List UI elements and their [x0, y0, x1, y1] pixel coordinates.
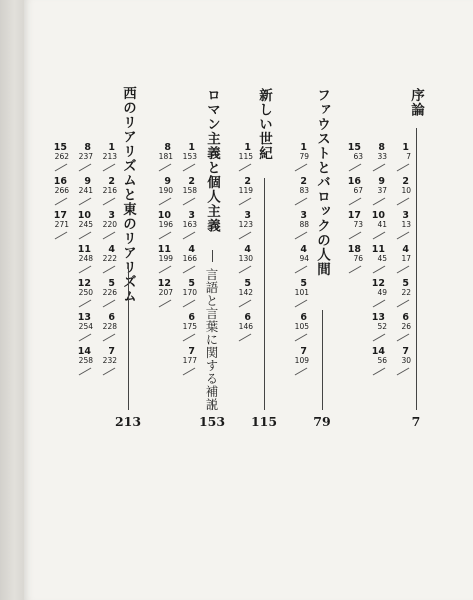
toc-entry-title: 新しい世紀 — [256, 88, 272, 161]
section-number: 1 — [188, 142, 195, 153]
toc-entry-page-number: 213 — [114, 414, 142, 429]
section-number: 12 — [371, 278, 385, 289]
section-ref — [48, 143, 72, 175]
section-number: 3 — [108, 210, 115, 221]
section-page: 67 — [353, 186, 363, 195]
section-number: 11 — [157, 244, 171, 255]
section-page: 79 — [299, 152, 309, 161]
slash-separator — [349, 164, 362, 172]
slash-separator — [373, 368, 386, 376]
leader-line — [322, 310, 323, 410]
section-page: 109 — [294, 356, 309, 365]
slash-separator — [295, 300, 308, 308]
slash-separator — [103, 300, 116, 308]
slash-separator — [397, 266, 410, 274]
section-ref — [232, 177, 256, 209]
previous-page-edge — [0, 0, 24, 600]
section-ref — [342, 245, 366, 277]
section-number: 14 — [77, 346, 91, 357]
section-number: 5 — [108, 278, 115, 289]
section-page: 45 — [377, 254, 387, 263]
section-number: 5 — [402, 278, 409, 289]
section-ref — [152, 211, 176, 243]
section-page: 262 — [54, 152, 69, 161]
section-number: 1 — [244, 142, 251, 153]
section-number: 2 — [402, 176, 409, 187]
slash-separator — [295, 164, 308, 172]
section-number: 13 — [77, 312, 91, 323]
section-page: 245 — [78, 220, 93, 229]
section-page: 207 — [158, 288, 173, 297]
section-ref — [288, 143, 312, 175]
section-page: 13 — [401, 220, 411, 229]
section-page: 237 — [78, 152, 93, 161]
toc-entry-subtitle: 言語と言葉に関する補説 — [204, 268, 219, 411]
section-ref — [96, 279, 120, 311]
section-ref — [342, 211, 366, 243]
section-page: 7 — [406, 152, 411, 161]
section-page: 222 — [102, 254, 117, 263]
section-number: 13 — [371, 312, 385, 323]
section-number: 17 — [53, 210, 67, 221]
slash-separator — [295, 334, 308, 342]
section-ref — [342, 143, 366, 175]
section-page: 166 — [182, 254, 197, 263]
section-ref — [176, 347, 200, 379]
section-page: 158 — [182, 186, 197, 195]
section-number: 3 — [188, 210, 195, 221]
section-number: 16 — [347, 176, 361, 187]
section-ref — [288, 245, 312, 277]
slash-separator — [239, 300, 252, 308]
section-page: 250 — [78, 288, 93, 297]
section-page: 213 — [102, 152, 117, 161]
section-number: 4 — [300, 244, 307, 255]
section-ref — [366, 143, 390, 175]
section-ref — [366, 279, 390, 311]
leader-line — [264, 178, 265, 410]
slash-separator — [295, 368, 308, 376]
slash-separator — [397, 232, 410, 240]
section-ref — [96, 177, 120, 209]
slash-separator — [79, 334, 92, 342]
section-ref — [72, 347, 96, 379]
slash-separator — [183, 300, 196, 308]
section-number: 17 — [347, 210, 361, 221]
slash-separator — [103, 198, 116, 206]
section-number: 3 — [402, 210, 409, 221]
section-page: 241 — [78, 186, 93, 195]
section-page: 258 — [78, 356, 93, 365]
section-ref — [176, 143, 200, 175]
section-number: 6 — [244, 312, 251, 323]
slash-separator — [239, 334, 252, 342]
toc-entry-title: ファウストとバロックの人間 — [314, 88, 330, 277]
section-page: 33 — [377, 152, 387, 161]
section-page: 130 — [238, 254, 253, 263]
toc-entry-page-number: 115 — [250, 414, 278, 429]
toc-entry-title: 序論 — [408, 88, 424, 117]
section-page: 163 — [182, 220, 197, 229]
slash-separator — [159, 164, 172, 172]
slash-separator — [295, 232, 308, 240]
slash-separator — [239, 266, 252, 274]
section-page: 142 — [238, 288, 253, 297]
section-page: 56 — [377, 356, 387, 365]
section-ref — [152, 279, 176, 311]
section-number: 8 — [164, 142, 171, 153]
section-page: 271 — [54, 220, 69, 229]
slash-separator — [349, 198, 362, 206]
slash-separator — [239, 164, 252, 172]
section-number: 14 — [371, 346, 385, 357]
slash-separator — [295, 198, 308, 206]
section-ref — [366, 313, 390, 345]
section-ref — [96, 313, 120, 345]
section-ref — [96, 211, 120, 243]
section-number: 4 — [402, 244, 409, 255]
slash-separator — [373, 334, 386, 342]
section-page: 153 — [182, 152, 197, 161]
slash-separator — [183, 164, 196, 172]
section-page: 254 — [78, 322, 93, 331]
section-page: 216 — [102, 186, 117, 195]
slash-separator — [183, 198, 196, 206]
section-number: 5 — [300, 278, 307, 289]
section-page: 94 — [299, 254, 309, 263]
section-page: 83 — [299, 186, 309, 195]
toc-entry-title: ロマン主義と個人主義 — [204, 88, 220, 233]
section-number: 12 — [157, 278, 171, 289]
section-number: 8 — [84, 142, 91, 153]
toc-entry-page-number: 153 — [198, 414, 226, 429]
section-page: 105 — [294, 322, 309, 331]
section-page: 181 — [158, 152, 173, 161]
section-number: 3 — [300, 210, 307, 221]
slash-separator — [159, 300, 172, 308]
slash-separator — [183, 232, 196, 240]
section-ref — [72, 177, 96, 209]
section-page: 115 — [238, 152, 253, 161]
slash-separator — [103, 368, 116, 376]
slash-separator — [55, 232, 68, 240]
section-page: 146 — [238, 322, 253, 331]
slash-separator — [183, 368, 196, 376]
section-page: 76 — [353, 254, 363, 263]
section-number: 12 — [77, 278, 91, 289]
section-number: 6 — [402, 312, 409, 323]
section-ref — [96, 347, 120, 379]
slash-separator — [349, 232, 362, 240]
slash-separator — [373, 164, 386, 172]
section-number: 15 — [53, 142, 67, 153]
section-page: 17 — [401, 254, 411, 263]
section-page: 266 — [54, 186, 69, 195]
section-ref — [176, 279, 200, 311]
section-ref — [288, 347, 312, 379]
section-ref — [96, 143, 120, 175]
section-number: 3 — [244, 210, 251, 221]
section-number: 2 — [300, 176, 307, 187]
section-number: 15 — [347, 142, 361, 153]
section-page: 73 — [353, 220, 363, 229]
section-ref — [48, 177, 72, 209]
section-ref — [72, 143, 96, 175]
section-ref — [390, 347, 414, 379]
slash-separator — [397, 198, 410, 206]
section-number: 9 — [84, 176, 91, 187]
section-page: 88 — [299, 220, 309, 229]
section-ref — [232, 211, 256, 243]
slash-separator — [103, 232, 116, 240]
section-ref — [288, 177, 312, 209]
section-page: 190 — [158, 186, 173, 195]
section-number: 1 — [402, 142, 409, 153]
section-number: 4 — [108, 244, 115, 255]
section-ref — [48, 211, 72, 243]
section-ref — [366, 177, 390, 209]
section-number: 1 — [300, 142, 307, 153]
slash-separator — [183, 334, 196, 342]
section-number: 16 — [53, 176, 67, 187]
section-page: 63 — [353, 152, 363, 161]
section-ref — [390, 313, 414, 345]
section-number: 1 — [108, 142, 115, 153]
slash-separator — [103, 266, 116, 274]
slash-separator — [159, 232, 172, 240]
slash-separator — [373, 232, 386, 240]
section-number: 2 — [244, 176, 251, 187]
section-number: 11 — [77, 244, 91, 255]
section-ref — [152, 177, 176, 209]
section-page: 232 — [102, 356, 117, 365]
section-number: 9 — [164, 176, 171, 187]
section-number: 9 — [378, 176, 385, 187]
section-number: 8 — [378, 142, 385, 153]
section-number: 7 — [108, 346, 115, 357]
slash-separator — [397, 300, 410, 308]
slash-separator — [373, 198, 386, 206]
slash-separator — [397, 368, 410, 376]
section-number: 6 — [300, 312, 307, 323]
section-number: 4 — [188, 244, 195, 255]
section-number: 18 — [347, 244, 361, 255]
section-page: 10 — [401, 186, 411, 195]
slash-separator — [55, 198, 68, 206]
slash-separator — [373, 266, 386, 274]
section-page: 196 — [158, 220, 173, 229]
section-page: 101 — [294, 288, 309, 297]
section-ref — [288, 279, 312, 311]
section-ref — [176, 177, 200, 209]
section-number: 7 — [300, 346, 307, 357]
section-ref — [232, 279, 256, 311]
section-ref — [72, 211, 96, 243]
section-ref — [72, 313, 96, 345]
section-number: 7 — [188, 346, 195, 357]
toc-entry-title: 西のリアリズムと東のリアリズム — [120, 86, 136, 304]
slash-separator — [103, 334, 116, 342]
leader-line — [212, 400, 213, 410]
leader-line — [416, 128, 417, 410]
slash-separator — [183, 266, 196, 274]
slash-separator — [103, 164, 116, 172]
slash-separator — [397, 164, 410, 172]
section-number: 5 — [188, 278, 195, 289]
section-page: 220 — [102, 220, 117, 229]
section-ref — [72, 279, 96, 311]
section-ref — [232, 245, 256, 277]
slash-separator — [79, 198, 92, 206]
slash-separator — [349, 266, 362, 274]
section-ref — [152, 143, 176, 175]
section-page: 22 — [401, 288, 411, 297]
section-ref — [72, 245, 96, 277]
section-page: 30 — [401, 356, 411, 365]
section-ref — [366, 245, 390, 277]
section-page: 41 — [377, 220, 387, 229]
section-page: 37 — [377, 186, 387, 195]
slash-separator — [159, 266, 172, 274]
section-number: 11 — [371, 244, 385, 255]
section-ref — [288, 313, 312, 345]
section-ref — [390, 211, 414, 243]
section-ref — [390, 245, 414, 277]
section-ref — [232, 143, 256, 175]
leader-line-short — [212, 250, 213, 262]
slash-separator — [397, 334, 410, 342]
section-number: 2 — [188, 176, 195, 187]
section-ref — [232, 313, 256, 345]
slash-separator — [295, 266, 308, 274]
section-page: 228 — [102, 322, 117, 331]
toc-entry-page-number: 7 — [411, 414, 421, 429]
slash-separator — [79, 300, 92, 308]
section-ref — [390, 279, 414, 311]
section-number: 6 — [108, 312, 115, 323]
section-number: 5 — [244, 278, 251, 289]
section-page: 52 — [377, 322, 387, 331]
slash-separator — [79, 266, 92, 274]
slash-separator — [55, 164, 68, 172]
section-number: 4 — [244, 244, 251, 255]
toc-entry-page-number: 79 — [313, 414, 331, 429]
section-number: 2 — [108, 176, 115, 187]
slash-separator — [373, 300, 386, 308]
section-ref — [152, 245, 176, 277]
section-ref — [176, 313, 200, 345]
section-ref — [366, 347, 390, 379]
slash-separator — [239, 232, 252, 240]
section-number: 10 — [77, 210, 91, 221]
section-number: 7 — [402, 346, 409, 357]
section-ref — [176, 211, 200, 243]
slash-separator — [239, 198, 252, 206]
section-number: 6 — [188, 312, 195, 323]
slash-separator — [79, 164, 92, 172]
slash-separator — [79, 232, 92, 240]
section-page: 119 — [238, 186, 253, 195]
section-page: 26 — [401, 322, 411, 331]
section-ref — [342, 177, 366, 209]
section-ref — [96, 245, 120, 277]
section-number: 10 — [371, 210, 385, 221]
section-page: 226 — [102, 288, 117, 297]
section-ref — [366, 211, 390, 243]
section-page: 175 — [182, 322, 197, 331]
slash-separator — [79, 368, 92, 376]
section-page: 199 — [158, 254, 173, 263]
section-ref — [288, 211, 312, 243]
section-page: 49 — [377, 288, 387, 297]
section-page: 123 — [238, 220, 253, 229]
section-number: 10 — [157, 210, 171, 221]
leader-line — [128, 264, 129, 410]
section-ref — [390, 143, 414, 175]
section-ref — [176, 245, 200, 277]
section-ref — [390, 177, 414, 209]
section-page: 177 — [182, 356, 197, 365]
section-page: 170 — [182, 288, 197, 297]
section-page: 248 — [78, 254, 93, 263]
slash-separator — [159, 198, 172, 206]
